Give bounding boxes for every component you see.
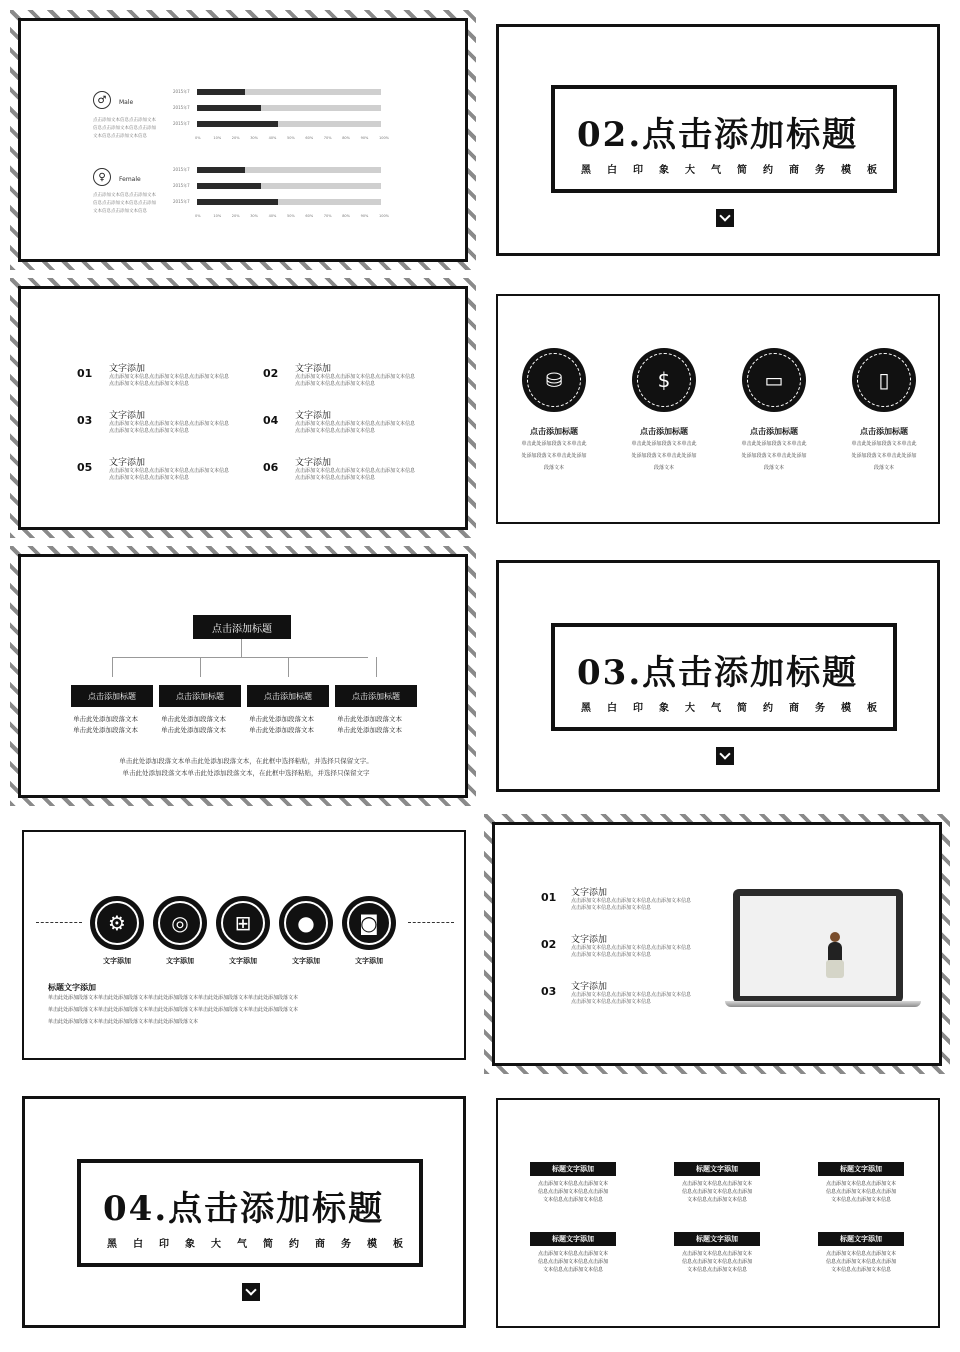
female-desc-1: 信息点击添加文本信息点击添加 [93, 201, 156, 206]
feature-desc: 段落文本 [653, 465, 674, 471]
axis-tick-label: 50% [287, 214, 295, 218]
gear-icon[interactable] [90, 896, 144, 950]
windows-icon[interactable] [216, 896, 270, 950]
label-block-desc: 信息点击添加文本信息点击添加 [825, 1189, 896, 1195]
axis-tick-label: 50% [287, 136, 295, 140]
axis-tick-label: 0% [195, 136, 201, 140]
section-subtitle: 黑白印象大气简约商务模板 [581, 165, 893, 176]
org-child-desc: 单击此处添加段落文本 [249, 715, 314, 723]
icon-glyph: ⊞ [234, 911, 252, 935]
icon-glyph: ◎ [171, 911, 189, 935]
feature-desc: 单击此处添加段落文本单击此 [851, 441, 917, 447]
org-root-box[interactable]: 点击添加标题 [193, 615, 291, 639]
label-block-title[interactable]: 标题文字添加 [530, 1162, 616, 1176]
feature-title: 点击添加标题 [530, 427, 578, 436]
org-branch [200, 657, 201, 677]
slide-2[interactable] [484, 10, 950, 270]
slide-8[interactable] [484, 814, 950, 1074]
org-branch [288, 657, 289, 677]
org-child-desc: 单击此处添加段落文本 [73, 715, 138, 723]
org-connector [112, 657, 368, 658]
axis-tick-label: 100% [379, 214, 390, 218]
label-block-desc: 文本信息点击添加文本信息 [542, 1267, 603, 1273]
axis-tick-label: 70% [323, 136, 332, 140]
feature-title: 点击添加标题 [640, 427, 688, 436]
label-block-desc: 点击添加文本信息点击添加文本 [825, 1181, 896, 1187]
item-number: 04 [263, 414, 279, 427]
item-desc: 点击添加文本信息点击添加文本信息 [571, 999, 652, 1005]
female-bar-chart [173, 167, 390, 225]
item-number: 06 [263, 461, 279, 474]
monitor-icon [742, 348, 806, 412]
item-number: 02 [263, 367, 279, 380]
feature-title: 点击添加标题 [860, 427, 908, 436]
org-child-desc: 单击此处添加段落文本 [161, 726, 226, 734]
icon-label: 文字添加 [292, 957, 320, 965]
bar-fill [197, 121, 278, 127]
icon-glyph: ⚙ [108, 911, 126, 935]
slide-3[interactable] [10, 278, 476, 538]
axis-tick-label: 40% [268, 136, 277, 140]
item-desc: 点击添加文本信息点击添加文本信息点击添加文本信息 [571, 898, 692, 904]
axis-tick-label: 40% [268, 214, 277, 218]
icon-glyph: ⛁ [545, 368, 563, 392]
bar-row-label: 2015年7 [173, 199, 190, 204]
item-title: 文字添加 [571, 935, 608, 945]
label-block-title[interactable]: 标题文字添加 [818, 1162, 904, 1176]
bar-fill [197, 167, 245, 173]
slide-6[interactable] [484, 546, 950, 806]
item-number: 03 [541, 985, 557, 998]
label-block-desc: 点击添加文本信息点击添加文本 [537, 1181, 608, 1187]
axis-tick-label: 80% [342, 214, 350, 218]
laptop-screen [733, 889, 903, 1003]
body-heading: 标题文字添加 [48, 983, 96, 992]
male-desc-0: 点击添加文本信息点击添加文本 [93, 118, 156, 123]
org-child-box[interactable]: 点击添加标题 [159, 685, 241, 707]
org-child-desc: 单击此处添加段落文本 [73, 726, 138, 734]
bar-fill [197, 199, 278, 205]
apple-icon[interactable] [279, 896, 333, 950]
org-child-desc: 单击此处添加段落文本 [249, 726, 314, 734]
body-line-2: 单击此处添加段落文本单击此处添加段落文本单击此处添加段落文本 [48, 1019, 199, 1025]
female-desc-0: 点击添加文本信息点击添加文本 [93, 193, 156, 198]
label-block-title[interactable]: 标题文字添加 [818, 1232, 904, 1246]
bar-track [197, 199, 381, 205]
bar-track [197, 121, 381, 127]
money-icon [632, 348, 696, 412]
aperture-icon[interactable] [153, 896, 207, 950]
item-number: 01 [77, 367, 93, 380]
axis-tick-label: 60% [305, 136, 314, 140]
item-desc: 点击添加文本信息点击添加文本信息 [571, 952, 652, 958]
org-footer-1: 单击此处添加段落文本单击此处添加段落文本，在此框中选择粘贴，并选择只保留文字 [122, 769, 370, 777]
bar-row-label: 2015年7 [173, 105, 190, 110]
item-desc: 点击添加文本信息点击添加文本信息点击添加文本信息 [109, 374, 230, 380]
label-block-desc: 点击添加文本信息点击添加文本 [681, 1251, 752, 1257]
label-block-desc: 文本信息点击添加文本信息 [830, 1197, 891, 1203]
laptop-base [725, 1001, 921, 1007]
label-block-desc: 文本信息点击添加文本信息 [830, 1267, 891, 1273]
item-desc: 点击添加文本信息点击添加文本信息 [109, 475, 190, 481]
feature-desc: 处添加段落文本单击此处添加 [741, 453, 807, 459]
item-desc: 点击添加文本信息点击添加文本信息 [295, 381, 376, 387]
item-desc: 点击添加文本信息点击添加文本信息 [109, 381, 190, 387]
item-desc: 点击添加文本信息点击添加文本信息 [295, 428, 376, 434]
slide-10[interactable] [484, 1082, 950, 1342]
database-icon [522, 348, 586, 412]
axis-tick-label: 60% [305, 214, 314, 218]
label-block-desc: 信息点击添加文本信息点击添加 [681, 1189, 752, 1195]
bar-track [197, 89, 381, 95]
slide-5[interactable] [10, 546, 476, 806]
bar-row-label: 2015年7 [173, 89, 190, 94]
chevron-down-icon[interactable] [242, 1283, 260, 1301]
axis-tick-label: 20% [231, 214, 240, 218]
label-block-title[interactable]: 标题文字添加 [530, 1232, 616, 1246]
item-title: 文字添加 [295, 364, 332, 374]
item-number: 03 [77, 414, 93, 427]
body-line-0: 单击此处添加段落文本单击此处添加段落文本单击此处添加段落文本单击此处添加段落文本单击此处添加段落文本 [48, 995, 299, 1001]
item-number: 05 [77, 461, 93, 474]
slide-1-frame [18, 18, 468, 262]
label-block-desc: 文本信息点击添加文本信息 [686, 1267, 747, 1273]
feature-desc: 单击此处添加段落文本单击此 [521, 441, 587, 447]
label-block-desc: 信息点击添加文本信息点击添加 [537, 1189, 608, 1195]
icon-glyph: ▯ [878, 368, 890, 392]
slide-9-frame [22, 1096, 466, 1328]
org-branch [112, 657, 113, 677]
org-child-box[interactable]: 点击添加标题 [247, 685, 329, 707]
person-head [830, 932, 840, 942]
axis-tick-label: 30% [250, 214, 258, 218]
left-dashed-line [36, 922, 82, 923]
slide-3-frame [18, 286, 468, 530]
icon-label: 文字添加 [103, 957, 131, 965]
axis-tick-label: 0% [195, 214, 201, 218]
female-desc-2: 文本信息点击添加文本信息 [93, 209, 147, 214]
slide-7[interactable] [10, 814, 476, 1074]
chevron-down-icon[interactable] [716, 747, 734, 765]
feature-desc: 单击此处添加段落文本单击此 [741, 441, 807, 447]
item-title: 文字添加 [295, 458, 332, 468]
feature-desc: 段落文本 [873, 465, 894, 471]
laptop-image [725, 889, 925, 1013]
item-desc: 点击添加文本信息点击添加文本信息点击添加文本信息 [109, 421, 230, 427]
item-desc: 点击添加文本信息点击添加文本信息 [109, 428, 190, 434]
male-bar-chart [173, 89, 390, 147]
item-title: 文字添加 [295, 411, 332, 421]
section-subtitle: 黑白印象大气简约商务模板 [581, 703, 893, 714]
laptop-display [740, 896, 896, 996]
bar-row-label: 2015年7 [173, 121, 190, 126]
chevron-down-icon[interactable] [716, 209, 734, 227]
axis-tick-label: 10% [213, 136, 222, 140]
section-subtitle: 黑白印象大气简约商务模板 [107, 1239, 419, 1250]
axis-tick-label: 90% [360, 214, 369, 218]
label-block-title[interactable]: 标题文字添加 [674, 1232, 760, 1246]
chair [826, 960, 844, 978]
item-desc: 点击添加文本信息点击添加文本信息 [571, 905, 652, 911]
bar-row-label: 2015年7 [173, 167, 190, 172]
phone-icon [852, 348, 916, 412]
bar-fill [197, 89, 245, 95]
label-block-desc: 信息点击添加文本信息点击添加 [825, 1259, 896, 1265]
section-title: 03.点击添加标题 [577, 653, 859, 693]
body-line-1: 单击此处添加段落文本单击此处添加段落文本单击此处添加段落文本单击此处添加段落文本单击此处添加段落文本 [48, 1007, 299, 1013]
axis-tick-label: 10% [213, 214, 222, 218]
label-block-desc: 点击添加文本信息点击添加文本 [681, 1181, 752, 1187]
section-title-box [551, 85, 897, 193]
section-title: 02.点击添加标题 [577, 115, 859, 155]
section-title: 04.点击添加标题 [103, 1189, 385, 1229]
item-desc: 点击添加文本信息点击添加文本信息点击添加文本信息 [109, 468, 230, 474]
item-title: 文字添加 [109, 364, 146, 374]
item-number: 02 [541, 938, 557, 951]
org-footer-0: 单击此处添加段落文本单击此处添加段落文本，在此框中选择粘贴，并选择只保留文字。 [119, 757, 373, 765]
icon-label: 文字添加 [355, 957, 383, 965]
female-label: Female [119, 176, 141, 183]
label-block-desc: 文本信息点击添加文本信息 [542, 1197, 603, 1203]
feature-desc: 处添加段落文本单击此处添加 [521, 453, 587, 459]
org-child-desc: 单击此处添加段落文本 [161, 715, 226, 723]
org-child-desc: 单击此处添加段落文本 [337, 726, 402, 734]
label-block-desc: 文本信息点击添加文本信息 [686, 1197, 747, 1203]
item-title: 文字添加 [109, 458, 146, 468]
icon-glyph: ◙ [359, 911, 379, 935]
feature-desc: 处添加段落文本单击此处添加 [851, 453, 917, 459]
feature-desc: 段落文本 [763, 465, 784, 471]
slide-4-frame [496, 294, 940, 524]
item-desc: 点击添加文本信息点击添加文本信息点击添加文本信息 [571, 992, 692, 998]
feature-desc: 段落文本 [543, 465, 564, 471]
item-title: 文字添加 [571, 888, 608, 898]
bar-track [197, 183, 381, 189]
axis-tick-label: 30% [250, 136, 258, 140]
item-title: 文字添加 [571, 982, 608, 992]
slide-8-frame [492, 822, 942, 1066]
slide-5-frame [18, 554, 468, 798]
org-child-box[interactable]: 点击添加标题 [71, 685, 153, 707]
icon-label: 文字添加 [166, 957, 194, 965]
bar-track [197, 105, 381, 111]
item-desc: 点击添加文本信息点击添加文本信息点击添加文本信息 [295, 421, 416, 427]
org-child-box[interactable]: 点击添加标题 [335, 685, 417, 707]
feature-desc: 单击此处添加段落文本单击此 [631, 441, 697, 447]
label-block-desc: 点击添加文本信息点击添加文本 [825, 1251, 896, 1257]
female-icon: ♀ [93, 168, 111, 186]
icon-glyph: $ [657, 368, 671, 392]
item-desc: 点击添加文本信息点击添加文本信息点击添加文本信息 [295, 468, 416, 474]
icon-label: 文字添加 [229, 957, 257, 965]
slide-4[interactable] [484, 278, 950, 538]
male-desc-2: 文本信息点击添加文本信息 [93, 134, 147, 139]
item-number: 01 [541, 891, 557, 904]
slide-2-frame [496, 24, 940, 256]
section-title-box [77, 1159, 423, 1267]
axis-tick-label: 20% [231, 136, 240, 140]
slide-7-frame [22, 830, 466, 1060]
icon-glyph: ▭ [764, 368, 784, 392]
label-block-title[interactable]: 标题文字添加 [674, 1162, 760, 1176]
org-branch [376, 657, 377, 677]
item-desc: 点击添加文本信息点击添加文本信息点击添加文本信息 [295, 374, 416, 380]
instagram-icon[interactable] [342, 896, 396, 950]
feature-title: 点击添加标题 [750, 427, 798, 436]
bar-fill [197, 183, 261, 189]
bar-row-label: 2015年7 [173, 183, 190, 188]
slide-1[interactable] [10, 10, 476, 270]
item-title: 文字添加 [109, 411, 146, 421]
axis-tick-label: 100% [379, 136, 390, 140]
item-desc: 点击添加文本信息点击添加文本信息 [295, 475, 376, 481]
male-icon: ♂ [93, 91, 111, 109]
item-desc: 点击添加文本信息点击添加文本信息点击添加文本信息 [571, 945, 692, 951]
bar-fill [197, 105, 261, 111]
axis-tick-label: 90% [360, 136, 369, 140]
slide-10-frame [496, 1098, 940, 1328]
axis-tick-label: 70% [323, 214, 332, 218]
slide-6-frame [496, 560, 940, 792]
person-figure [828, 942, 842, 962]
feature-desc: 处添加段落文本单击此处添加 [631, 453, 697, 459]
slide-9[interactable] [10, 1082, 476, 1342]
org-child-desc: 单击此处添加段落文本 [337, 715, 402, 723]
male-label: Male [119, 99, 134, 106]
label-block-desc: 点击添加文本信息点击添加文本 [537, 1251, 608, 1257]
icon-glyph: ● [297, 911, 315, 935]
label-block-desc: 信息点击添加文本信息点击添加 [537, 1259, 608, 1265]
label-block-desc: 信息点击添加文本信息点击添加 [681, 1259, 752, 1265]
bar-track [197, 167, 381, 173]
org-root-stem [241, 639, 242, 657]
section-title-box [551, 623, 897, 731]
axis-tick-label: 80% [342, 136, 350, 140]
right-dashed-line [408, 922, 454, 923]
male-desc-1: 信息点击添加文本信息点击添加 [93, 126, 156, 131]
